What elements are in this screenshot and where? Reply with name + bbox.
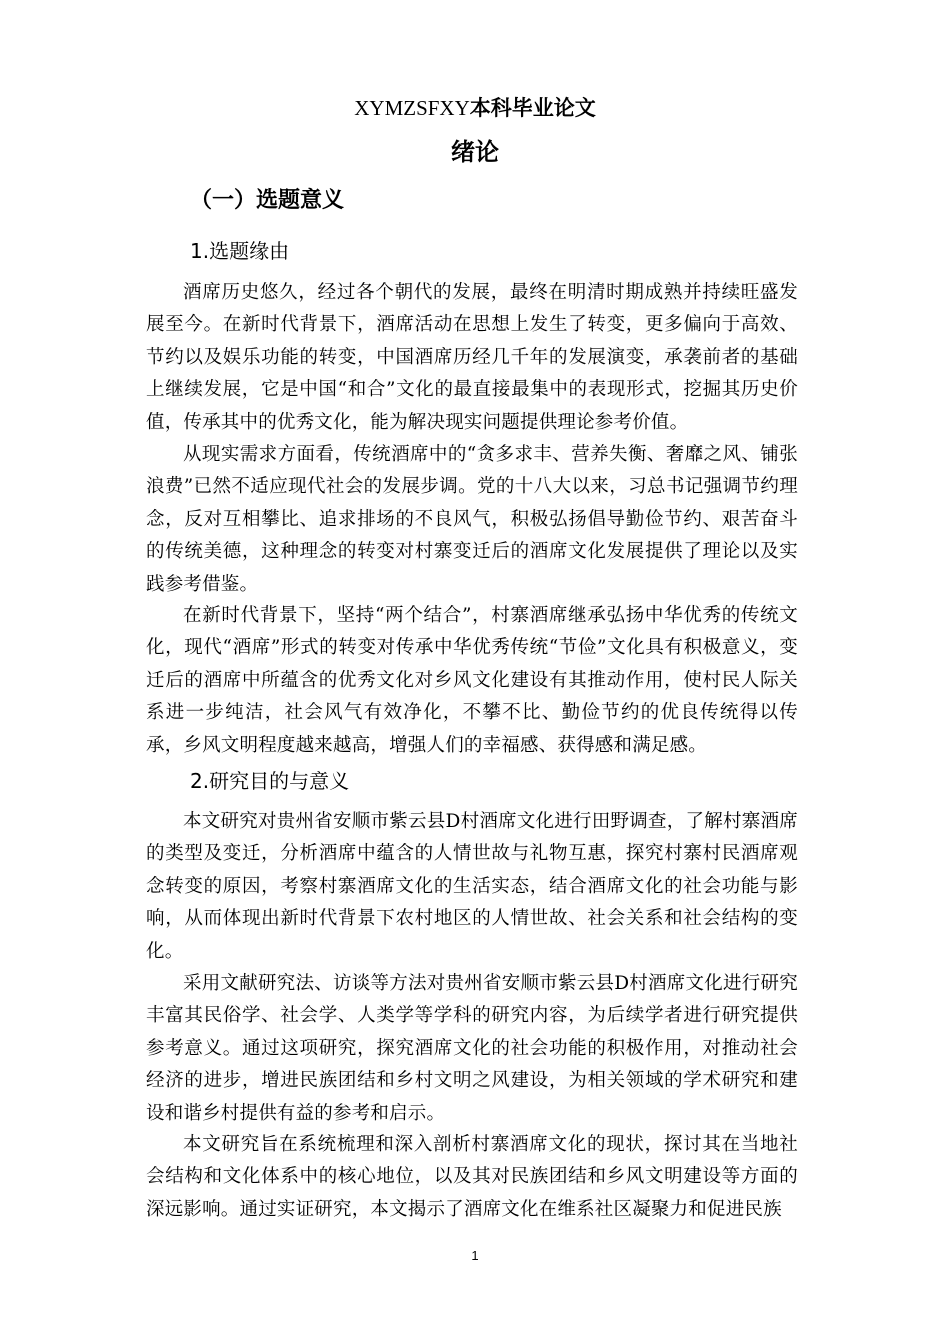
page-number: 1 (471, 1248, 479, 1263)
section-title: （一）选题意义 (190, 188, 345, 213)
running-header (0, 94, 950, 122)
paragraph: 本文研究旨在系统梳理和深入剖析村寨酒席文化的现状，探讨其在当地社会结构和文化体系中的核心地位，以及其对民族团结和乡风文明建设等方面的深远影响。通过实证研究，本文揭示了酒席文化在维系社区凝聚力和促进民族 (146, 1134, 798, 1220)
paragraph: 本文研究对贵州省安顺市紫云县D村酒席文化进行田野调查，了解村寨酒席的类型及变迁，分析酒席中蕴含的人情世故与礼物互惠，探究村寨村民酒席观念转变的原因，考察村寨酒席文化的生活实态，结合酒席文化的社会功能与影响，从而体现出新时代背景下农村地区的人情世故、社会关系和社会结构的变化。 (146, 811, 798, 962)
paragraph: 在新时代背景下，坚持“两个结合”，村寨酒席继承弘扬中华优秀的传统文化，现代“酒席”形式的转变对传承中华优秀传统“节俭”文化具有积极意义，变迁后的酒席中所蕴含的优秀文化对乡风文化建设有其推动作用，使村民人际关系进一步纯洁，社会风气有效净化，不攀不比、勤俭节约的优良传统得以传承，乡风文明程度越来越高，增强人们的幸福感、获得感和满足感。 (146, 605, 798, 756)
paragraph: 从现实需求方面看，传统酒席中的“贪多求丰、营养失衡、奢靡之风、铺张浪费”已然不适应现代社会的发展步调。党的十八大以来，习总书记强调节约理念，反对互相攀比、追求排场的不良风气，积极弘扬倡导勤俭节约、艰苦奋斗的传统美德，这种理念的转变对村寨变迁后的酒席文化发展提供了理论以及实践参考借鉴。 (146, 444, 798, 595)
chapter-title: 绪论 (451, 138, 499, 166)
paragraph: 采用文献研究法、访谈等方法对贵州省安顺市紫云县D村酒席文化进行研究丰富其民俗学、社会学、人类学等学科的研究内容，为后续学者进行研究提供参考意义。通过这项研究，探究酒席文化的社会功能的积极作用，对推动社会经济的进步，增进民族团结和乡村文明之风建设，为相关领域的学术研究和建设和谐乡村提供有益的参考和启示。 (146, 973, 798, 1124)
subsection-title-reason: 1.选题缘由 (190, 239, 290, 263)
subsection-title-purpose: 2.研究目的与意义 (190, 769, 350, 793)
header-label: 本科毕业论文 (469, 96, 596, 120)
paragraph: 酒席历史悠久，经过各个朝代的发展，最终在明清时期成熟并持续旺盛发展至今。在新时代背景下，酒席活动在思想上发生了转变，更多偏向于高效、节约以及娱乐功能的转变，中国酒席历经几千年的发展演变，承袭前者的基础上继续发展，它是中国“和合”文化的最直接最集中的表现形式，挖掘其历史价值，传承其中的优秀文化，能为解决现实问题提供理论参考价值。 (146, 282, 798, 433)
header-code: XYMZSFXY (354, 96, 470, 120)
